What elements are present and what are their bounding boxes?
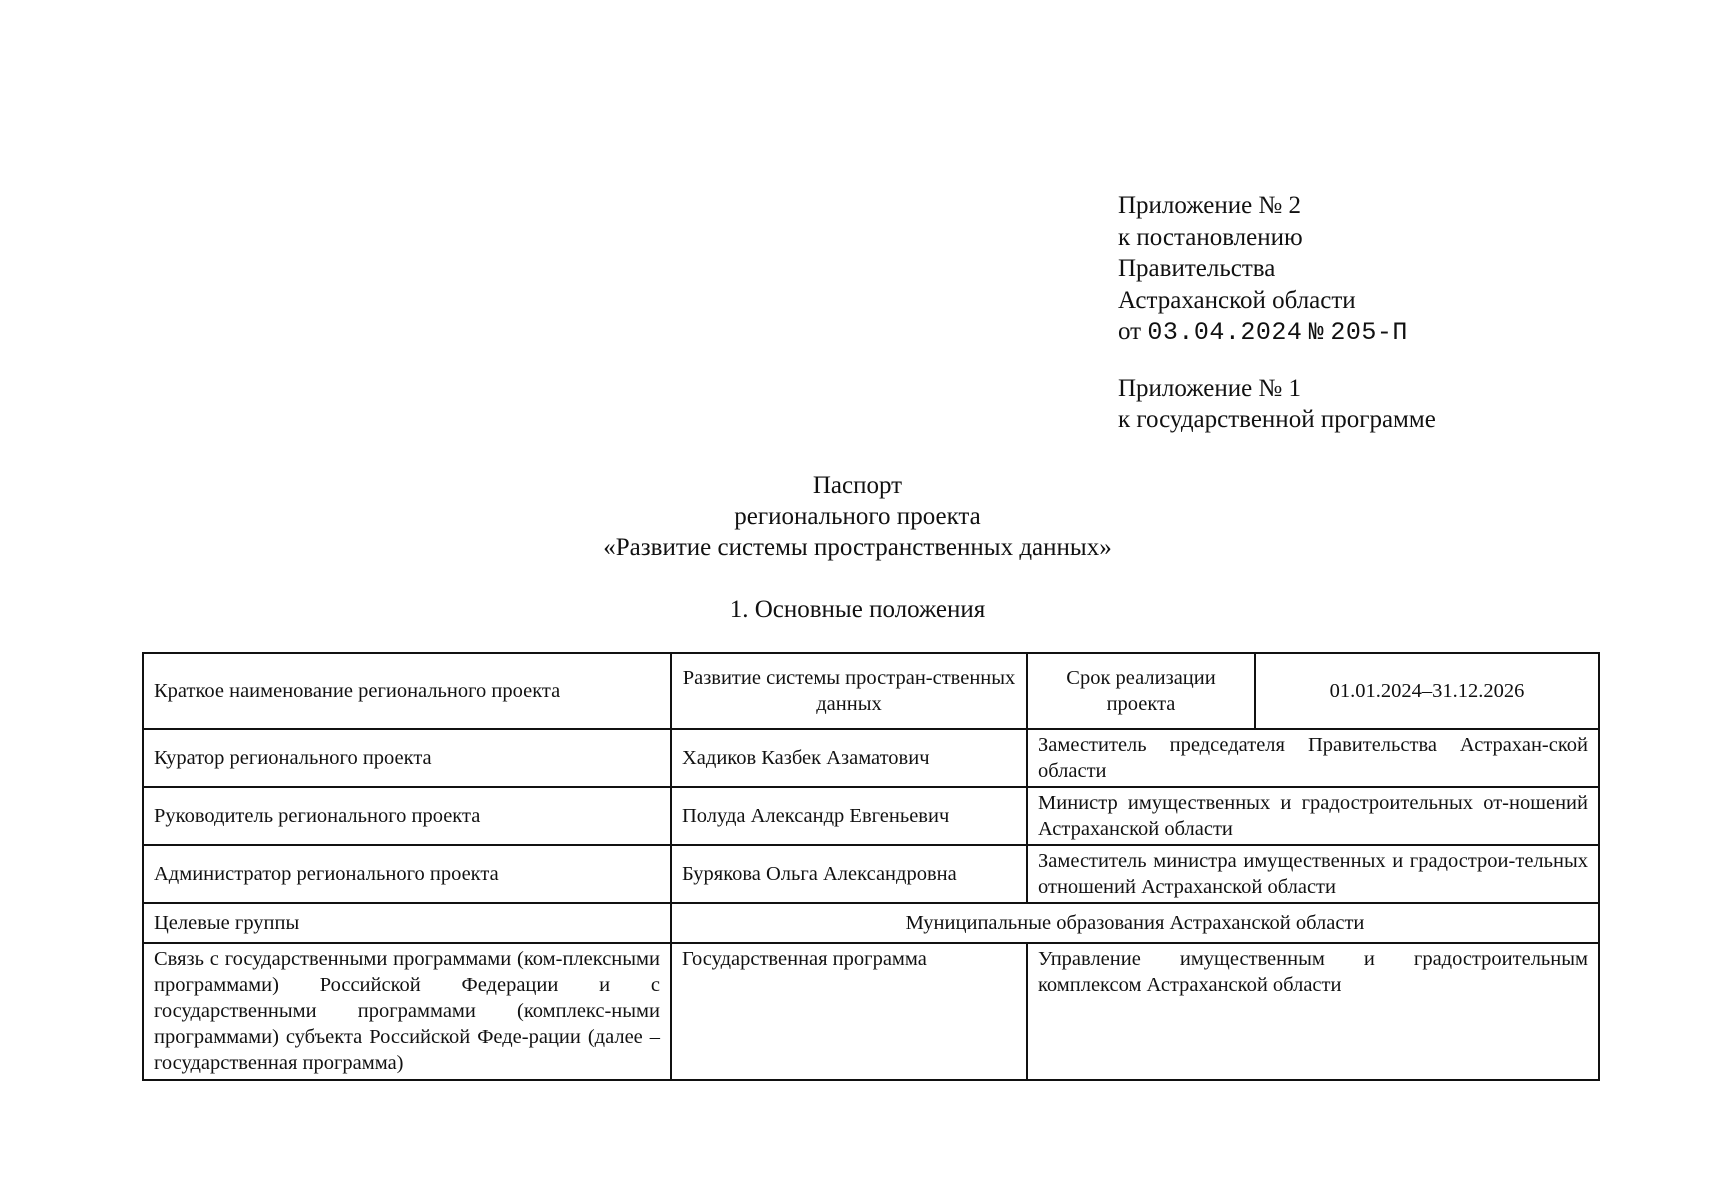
target-groups-value: Муниципальные образования Астраханской области xyxy=(671,903,1599,943)
appendix-line-3: Правительства xyxy=(1118,255,1276,282)
term-label: Срок реализации проекта xyxy=(1027,653,1255,729)
passport-table xyxy=(142,652,1600,1081)
section-heading: 1. Основные положения xyxy=(729,596,986,623)
head-name: Полуда Александр Евгеньевич xyxy=(671,787,1027,845)
short-name-value: Развитие системы простран-ственных данных xyxy=(671,653,1027,729)
term-value: 01.01.2024–31.12.2026 xyxy=(1255,653,1599,729)
program-name: Управление имущественным и градостроительным комплексом Астраханской области xyxy=(1027,943,1599,1080)
document-title xyxy=(0,470,1715,563)
head-position: Министр имущественных и градостроительных от-ношений Астраханской области xyxy=(1027,787,1599,845)
appendix-line-6: Приложение № 1 xyxy=(1118,374,1302,402)
program-link-label: Связь с государственными программами (ком-плексными программами) Российской Федерации и с государственными программами (комплекс-ными программами) субъекта Российской Феде-рации (далее – государственная программа) xyxy=(143,943,671,1080)
appendix-number: 205-П xyxy=(1330,318,1408,347)
appendix-number-sign: № xyxy=(1308,318,1325,347)
title-line-1: Паспорт xyxy=(812,472,903,499)
table-row xyxy=(143,787,1599,845)
appendix-line-7: к государственной программе xyxy=(1118,406,1436,433)
curator-label: Куратор регионального проекта xyxy=(143,729,671,787)
curator-name: Хадиков Казбек Азаматович xyxy=(671,729,1027,787)
appendix-date-line xyxy=(1118,316,1436,349)
appendix-line-4: Астраханской области xyxy=(1118,286,1356,314)
appendix-date-prefix: от xyxy=(1118,318,1142,345)
table-row xyxy=(143,903,1599,943)
table-row xyxy=(143,943,1599,1080)
curator-position: Заместитель председателя Правительства Астрахан-ской области xyxy=(1027,729,1599,787)
table-row xyxy=(143,845,1599,903)
table-row xyxy=(143,729,1599,787)
appendix-date: 03.04.2024 xyxy=(1147,318,1303,347)
title-line-2: регионального проекта xyxy=(734,503,981,530)
short-name-label: Краткое наименование регионального проекта xyxy=(143,653,671,729)
target-groups-label: Целевые группы xyxy=(143,903,671,943)
title-line-3: «Развитие системы пространственных данных» xyxy=(603,534,1112,561)
administrator-label: Администратор регионального проекта xyxy=(143,845,671,903)
administrator-position: Заместитель министра имущественных и градострои-тельных отношений Астраханской области xyxy=(1027,845,1599,903)
table-row xyxy=(143,653,1599,729)
appendix-line-2: к постановлению xyxy=(1118,223,1303,251)
appendix-header xyxy=(1118,190,1436,436)
head-label: Руководитель регионального проекта xyxy=(143,787,671,845)
administrator-name: Бурякова Ольга Александровна xyxy=(671,845,1027,903)
program-type: Государственная программа xyxy=(671,943,1027,1080)
appendix-line-1: Приложение № 2 xyxy=(1118,192,1302,219)
